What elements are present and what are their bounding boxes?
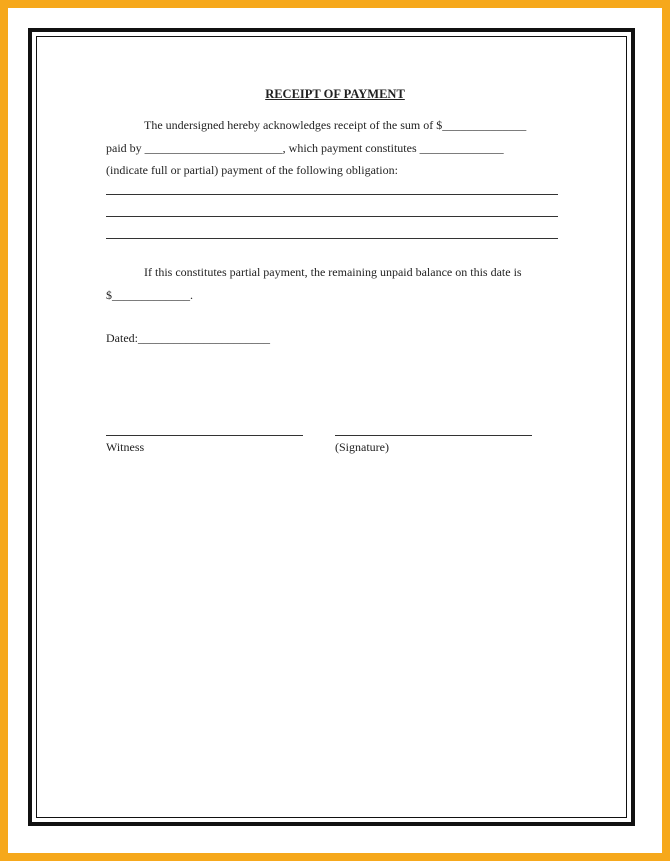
receipt-line-2: paid by _______________________, which payment constitutes ______________ xyxy=(106,141,504,155)
signature-label: (Signature) xyxy=(335,440,389,454)
witness-signature-line xyxy=(106,435,303,436)
dated-field: Dated:______________________ xyxy=(106,331,270,345)
obligation-line-3 xyxy=(106,238,558,239)
signature-line xyxy=(335,435,532,436)
receipt-line-3: (indicate full or partial) payment of the following obligation: xyxy=(106,163,398,177)
document-title: RECEIPT OF PAYMENT xyxy=(265,87,405,101)
balance-line-1: If this constitutes partial payment, the remaining unpaid balance on this date is xyxy=(144,265,522,279)
obligation-line-1 xyxy=(106,194,558,195)
witness-label: Witness xyxy=(106,440,145,454)
receipt-line-1: The undersigned hereby acknowledges receipt of the sum of $______________ xyxy=(144,118,527,132)
balance-line-2: $_____________. xyxy=(106,288,193,302)
obligation-line-2 xyxy=(106,216,558,217)
